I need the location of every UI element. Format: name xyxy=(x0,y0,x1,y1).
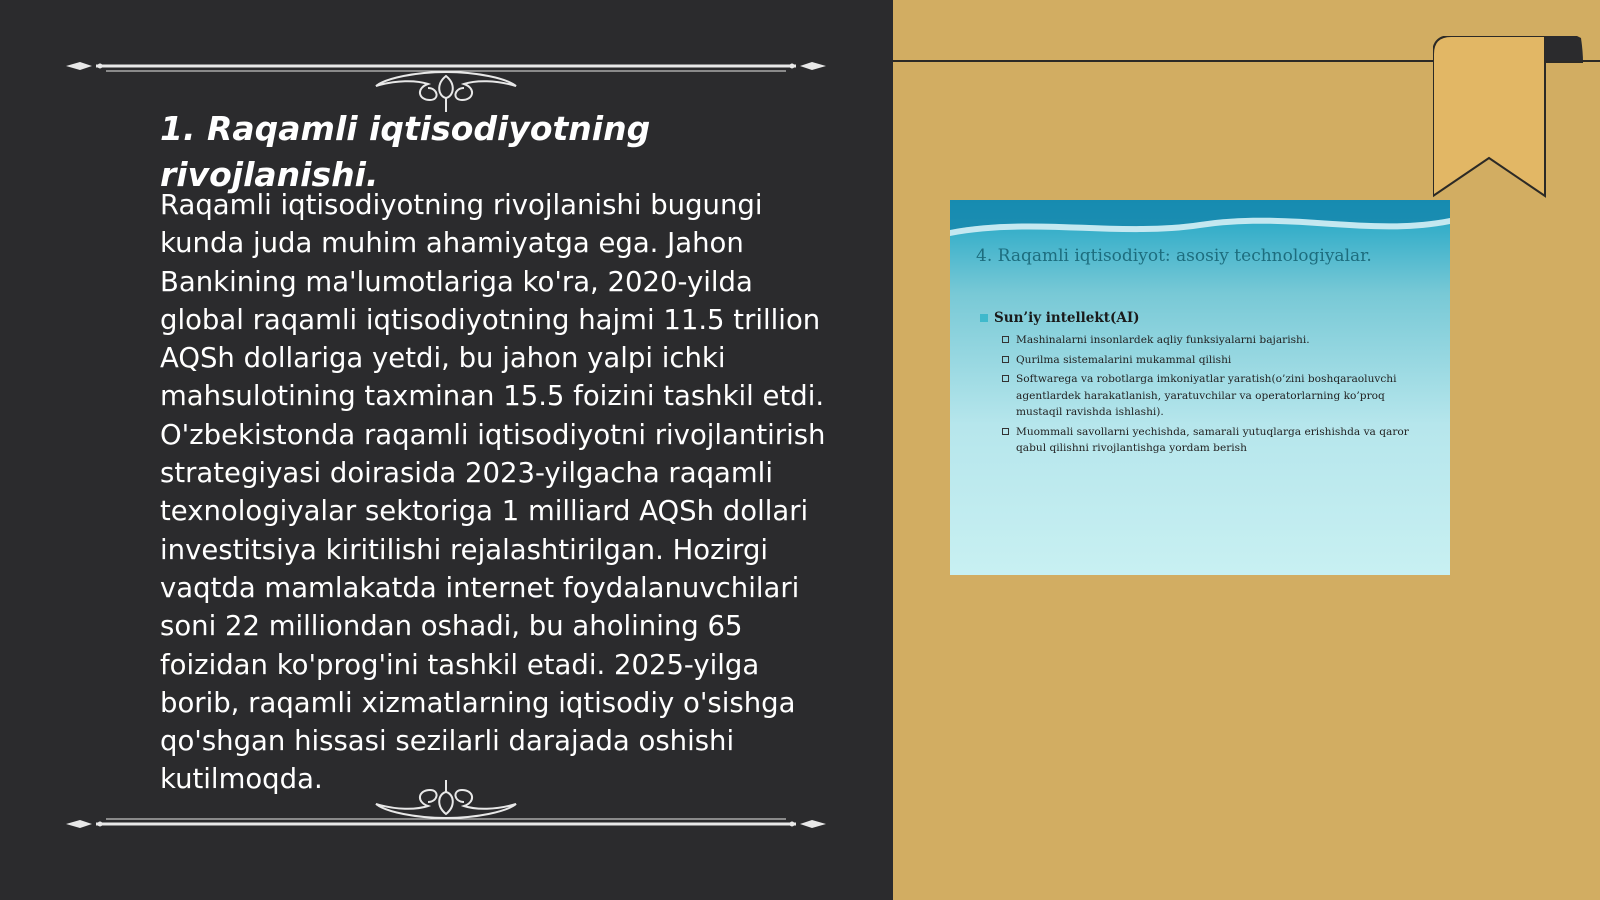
embedded-slide-image xyxy=(950,200,1450,575)
square-bullet-icon xyxy=(980,314,988,322)
slide-title: 1. Raqamli iqtisodiyotning rivojlanishi. xyxy=(160,109,651,194)
list-item xyxy=(1002,424,1432,457)
embedded-slide-heading xyxy=(980,310,1140,326)
bullet-text: Qurilma sistemalarini mukammal qilishi xyxy=(1016,353,1232,366)
checkbox-bullet-icon xyxy=(1002,336,1009,343)
list-item xyxy=(1002,371,1432,421)
bullet-text: Mashinalarni insonlardek aqliy funksiyalarni bajarishi. xyxy=(1016,334,1310,346)
embedded-slide-heading-text: Sun’iy intellekt(AI) xyxy=(994,310,1140,326)
list-item xyxy=(1002,332,1432,349)
list-item xyxy=(1002,352,1432,369)
checkbox-bullet-icon xyxy=(1002,356,1009,363)
embedded-slide-bullets xyxy=(1002,332,1432,460)
wave-decoration xyxy=(950,200,1450,250)
bullet-text: Muommali savollarni yechishda, samarali yutuqlarga erishishda va qaror qabul qilishni rivojlantishga yordam berish xyxy=(1016,425,1409,454)
checkbox-bullet-icon xyxy=(1002,428,1009,435)
slide-body-text: Raqamli iqtisodiyotning rivojlanishi bugungi kunda juda muhim ahamiyatga ega. Jahon Bankining ma'lumotlariga ko'ra, 2020-yilda global raqamli iqtisodiyotning hajmi 11.5 trillion AQSh dollariga yetdi, bu jahon yalpi ichki mahsulotining taxminan 15.5 foizini tashkil etdi. O'zbekistonda raqamli iqtisodiyotni rivojlantirish strategiyasi doirasida 2023-yilgacha raqamli texnologiyalar sektoriga 1 milliard AQSh dollari investitsiya kiritilishi rejalashtirilgan. Hozirgi vaqtda mamlakatda internet foydalanuvchilari soni 22 milliondan oshadi, bu aholining 65 foizidan ko'prog'ini tashkil etadi. 2025-yilga borib, raqamli xizmatlarning iqtisodiy o'sishga qo'shgan hissasi sezilarli darajada oshishi kutilmoqda. xyxy=(160,189,826,796)
checkbox-bullet-icon xyxy=(1002,375,1009,382)
embedded-slide-title: 4. Raqamli iqtisodiyot: asosiy technologiyalar. xyxy=(976,246,1372,266)
bullet-text: Softwarega va robotlarga imkoniyatlar yaratish(o’zini boshqaraoluvchi agentlardek harakatlanish, yaratuvchilar va operatorlarning ko’proq mustaqil ravishda ishlashi). xyxy=(1016,373,1397,418)
bookmark-ribbon-icon xyxy=(1433,36,1583,201)
